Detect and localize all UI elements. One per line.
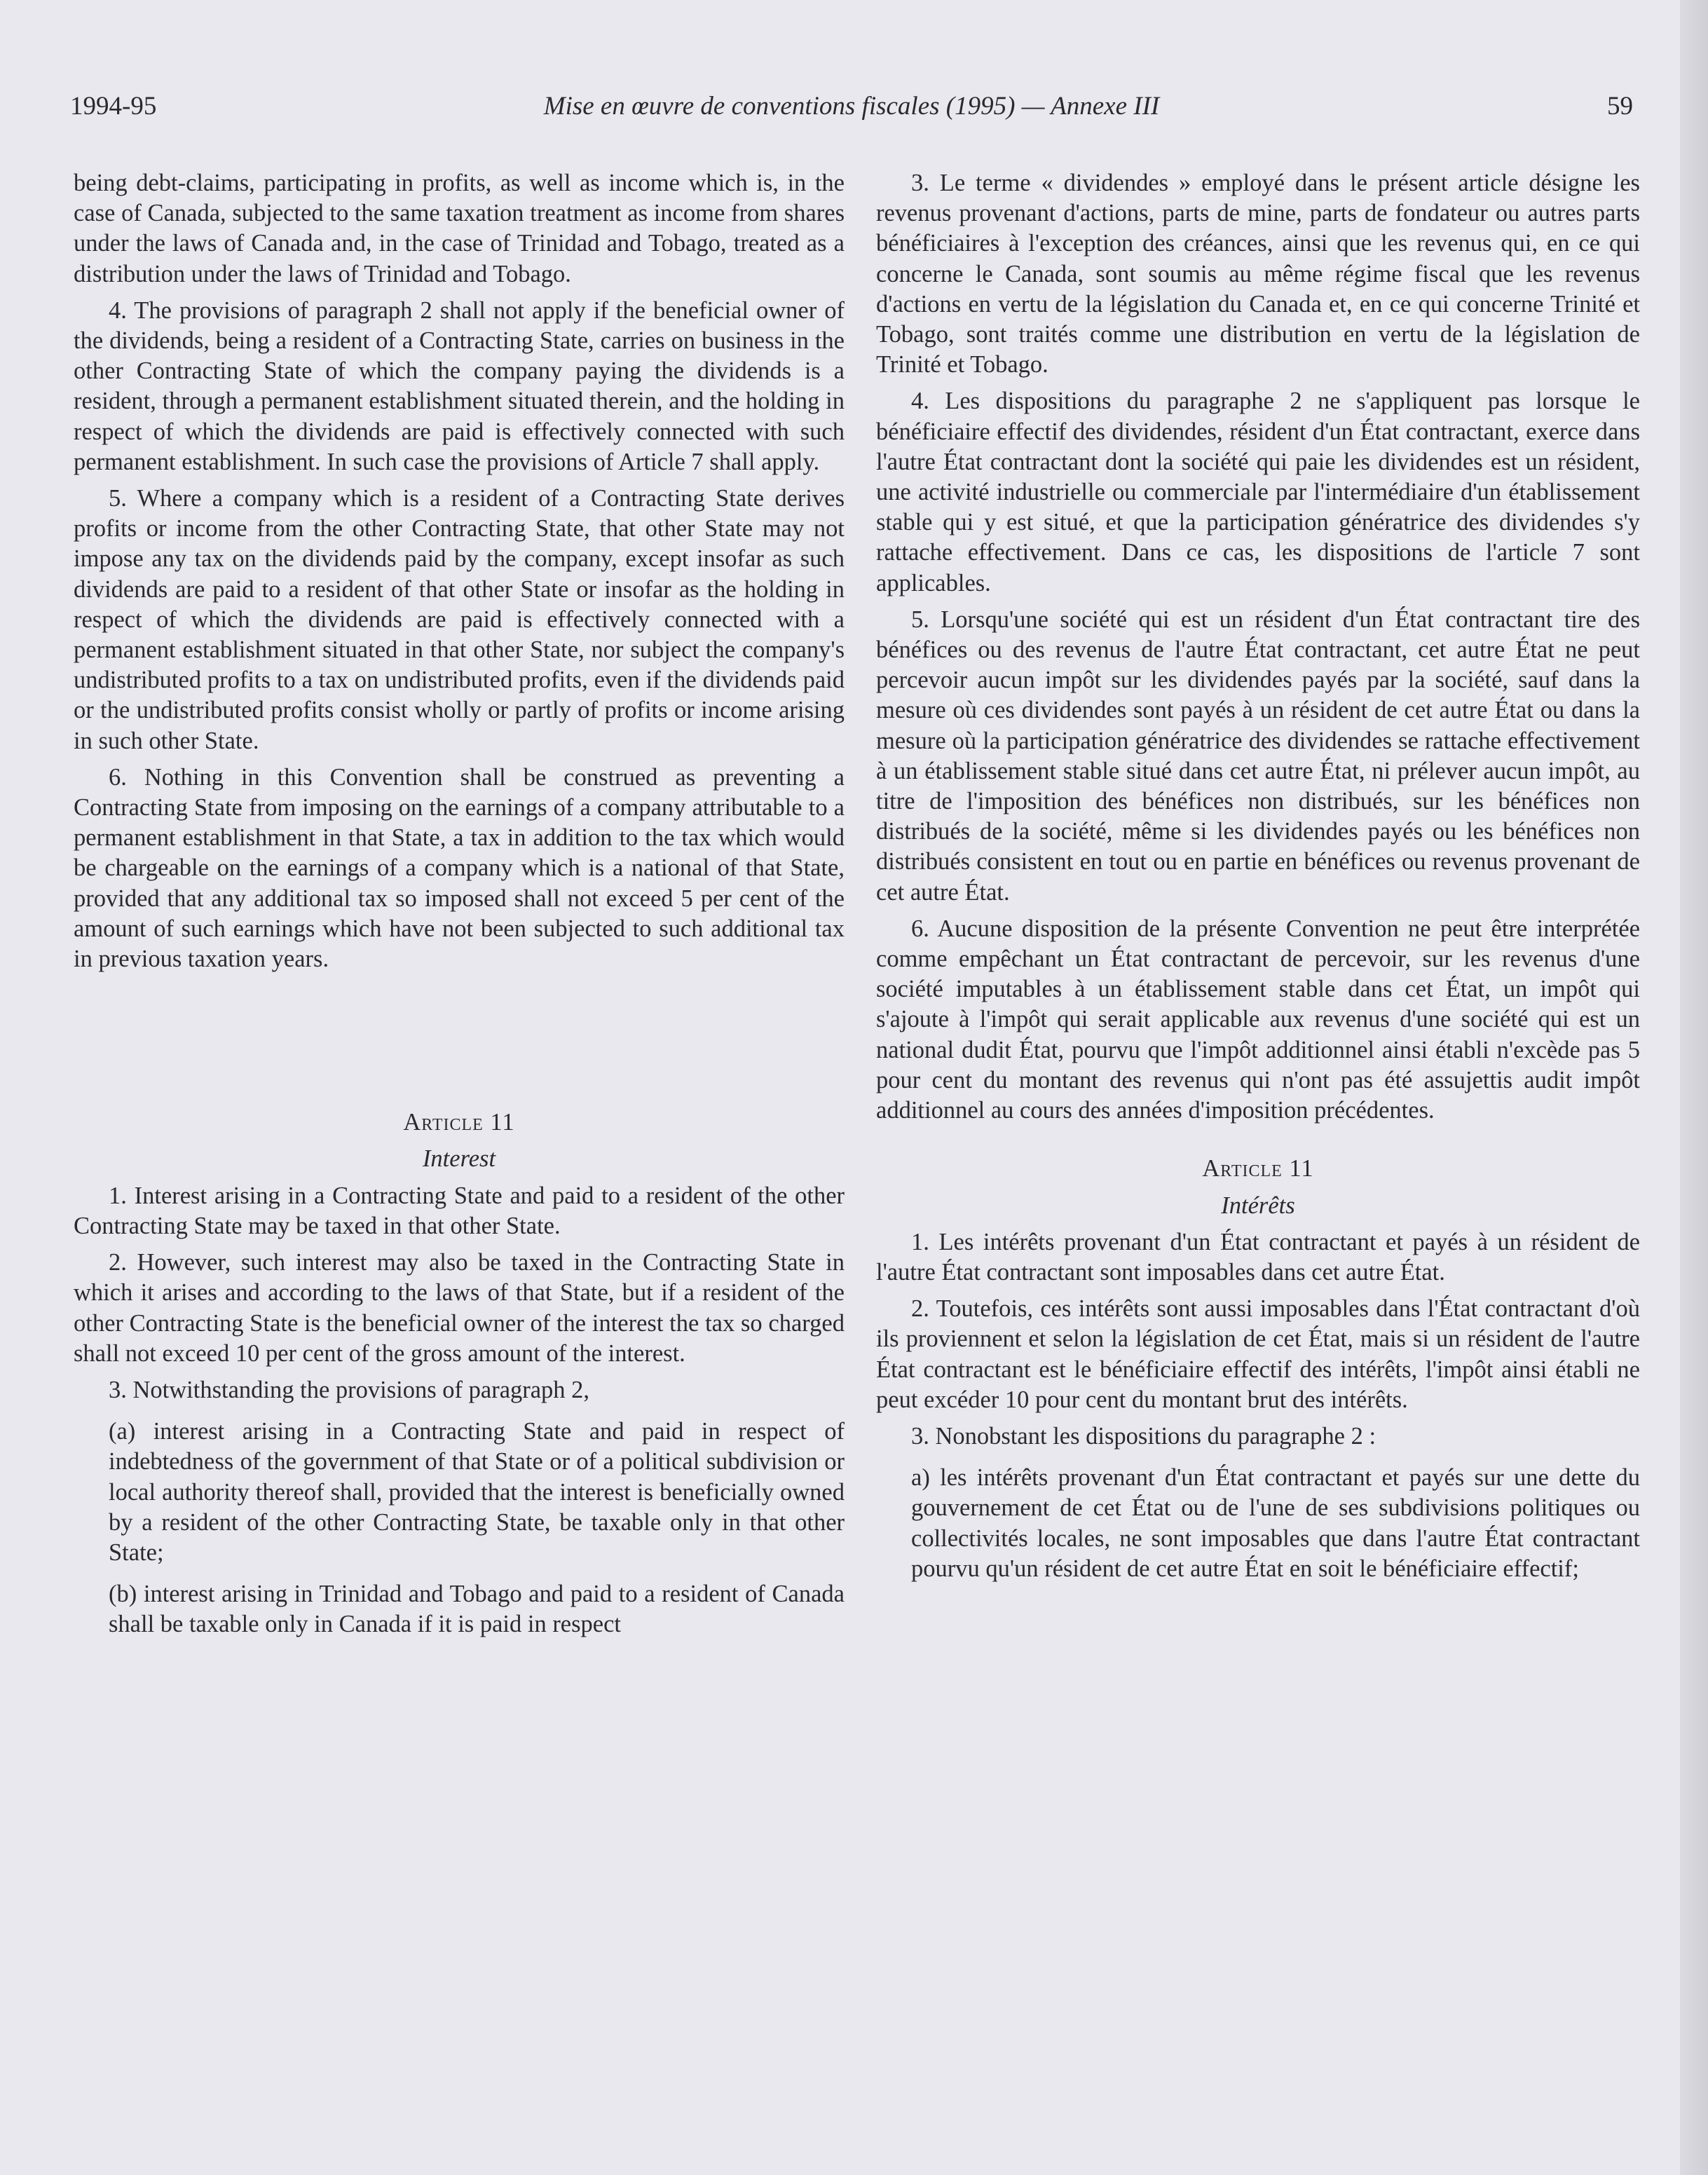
paragraph-4: 4. Les dispositions du paragraphe 2 ne s'appliquent pas lorsque le bénéficiaire effectif des dividendes, résident d'un État contractant, exerce dans l'autre État contractant dont la société qui paie les dividendes est un résident, une activité industrielle ou commerciale par l'intermédiaire d'un établissement stable qui y est situé, et que la participation génératrice des dividendes s'y rattache effectivement. Dans ce cas, les dispositions de l'article 7 sont applicables. (876, 388, 1640, 596)
running-header (70, 91, 1633, 133)
paragraph-6: 6. Nothing in this Convention shall be construed as preventing a Contracting State from imposing on the earnings of a company attributable to a permanent establishment in that State, a tax in addition to the tax which would be chargeable on the earnings of a company which is a national of that State, provided that any additional tax so imposed shall not exceed 5 per cent of the amount of such earnings which have not been subjected to such additional tax in previous taxation years. (74, 763, 845, 973)
article-paragraph-3: 3. Nonobstant les dispositions du paragraphe 2 : (911, 1422, 1376, 1450)
paragraph-5: 5. Where a company which is a resident of a Contracting State derives profits or income from the other Contracting State, that other State may not impose any tax on the dividends paid by the company, except insofar as such dividends are paid to a resident of that other State or insofar as the holding in respect of which the dividends are paid is effectively connected with a permanent establishment situated in that other State, nor subject the company's undistributed profits to a tax on undistributed profits, even if the dividends paid or the undistributed profits consist wholly or partly of profits or income arising in such other State. (74, 485, 845, 754)
item-a: a) les intérêts provenant d'un État contractant et payés sur une dette du gouvernement de cet État ou de l'une de ses subdivisions politiques ou collectivités locales, ne sont imposables que dans l'autre État contractant pourvu qu'un résident de cet autre État en soit le bénéficiaire effectif; (911, 1464, 1640, 1582)
article-title: Interest (422, 1145, 496, 1173)
article-title: Intérêts (1221, 1192, 1295, 1219)
item-a: (a) interest arising in a Contracting State and paid in respect of indebtedness of the government of that State or of a political subdivision or local authority thereof shall, provided that the interest is beneficially owned by a resident of the other Contracting State, be taxable only in that other State; (109, 1418, 845, 1566)
paragraph-4: 4. The provisions of paragraph 2 shall not apply if the beneficial owner of the dividends, being a resident of a Contracting State, carries on business in the other Contracting State of which the company paying the dividends is a resident, through a permanent establishment situated therein, and the holding in respect of which the dividends are paid is effectively connected with such permanent establishment. In such case the provisions of Article 7 shall apply. (74, 296, 845, 475)
header-year: 1994-95 (70, 92, 157, 121)
article-heading: Article 11 (403, 1109, 515, 1136)
paragraph-continued: being debt-claims, participating in profits, as well as income which is, in the case of Canada, subjected to the same taxation treatment as income from shares under the laws of Canada and, in the case of Trinidad and Tobago, treated as a distribution under the laws of Trinidad and Tobago. (74, 170, 845, 287)
item-b: (b) interest arising in Trinidad and Tobago and paid to a resident of Canada shall be taxable only in Canada if it is paid in respect (109, 1581, 845, 1638)
page-edge (1680, 0, 1708, 2175)
paragraph-5: 5. Lorsqu'une société qui est un résident d'un État contractant tire des bénéfices ou des revenus de l'autre État contractant, cet autre État ne peut percevoir aucun impôt sur les dividendes payés par la société, sauf dans la mesure où ces dividendes sont payés à un résident de cet autre État ou dans la mesure où la participation génératrice des dividendes se rattache effectivement à un établissement stable situé dans cet autre État, ni prélever aucun impôt, au titre de l'imposition des bénéfices non distribués, sur les bénéfices non distribués de la société, même si les dividendes payés ou les bénéfices non distribués consistent en tout ou en partie en bénéfices ou revenus provenant de cet autre État. (876, 606, 1640, 906)
article-paragraph-3: 3. Notwithstanding the provisions of paragraph 2, (109, 1376, 590, 1403)
article-paragraph-2: 2. However, such interest may also be taxed in the Contracting State in which it arises and according to the laws of that State, but if a resident of the other Contracting State is the beneficial owner of the interest the tax so charged shall not exceed 10 per cent of the gross amount of the interest. (74, 1249, 845, 1367)
paragraph-6: 6. Aucune disposition de la présente Convention ne peut être interprétée comme empêchant un État contractant de percevoir, sur les revenus d'une société imputables à un établissement stable dans cet État, un impôt qui s'ajoute à l'impôt qui serait applicable aux revenus d'une société qui est un national dudit État, pourvu que l'impôt additionnel ainsi établi n'excède pas 5 pour cent du montant des revenus qui n'ont pas été assujettis audit impôt additionnel au cours des années d'imposition précédentes. (876, 915, 1640, 1124)
page-number: 59 (1607, 92, 1633, 121)
article-paragraph-2: 2. Toutefois, ces intérêts sont aussi imposables dans l'État contractant d'où ils proviennent et selon la législation de cet État, mais si un résident de l'autre État contractant est le bénéficiaire effectif des intérêts, l'impôt ainsi établi ne peut excéder 10 pour cent du montant brut des intérêts. (876, 1295, 1640, 1413)
paragraph-3: 3. Le terme « dividendes » employé dans le présent article désigne les revenus provenant d'actions, parts de mine, parts de fondateur ou autres parts bénéficiaires à l'exception des créances, ainsi que les revenus qui, en ce qui concerne le Canada, sont soumis au même régime fiscal que les revenus d'actions en vertu de la législation du Canada et, en ce qui concerne Trinité et Tobago, sont traités comme une distribution en vertu de la législation de Trinité et Tobago. (876, 170, 1640, 379)
article-paragraph-1: 1. Interest arising in a Contracting State and paid to a resident of the other Contracting State may be taxed in that other State. (74, 1182, 845, 1239)
article-heading: Article 11 (1202, 1155, 1314, 1182)
header-title: Mise en œuvre de conventions fiscales (1995) — Annexe III (543, 92, 1160, 121)
article-paragraph-1: 1. Les intérêts provenant d'un État contractant et payés à un résident de l'autre État contractant sont imposables dans cet autre État. (876, 1228, 1640, 1286)
english-column (74, 168, 845, 1651)
french-column (876, 168, 1640, 1595)
